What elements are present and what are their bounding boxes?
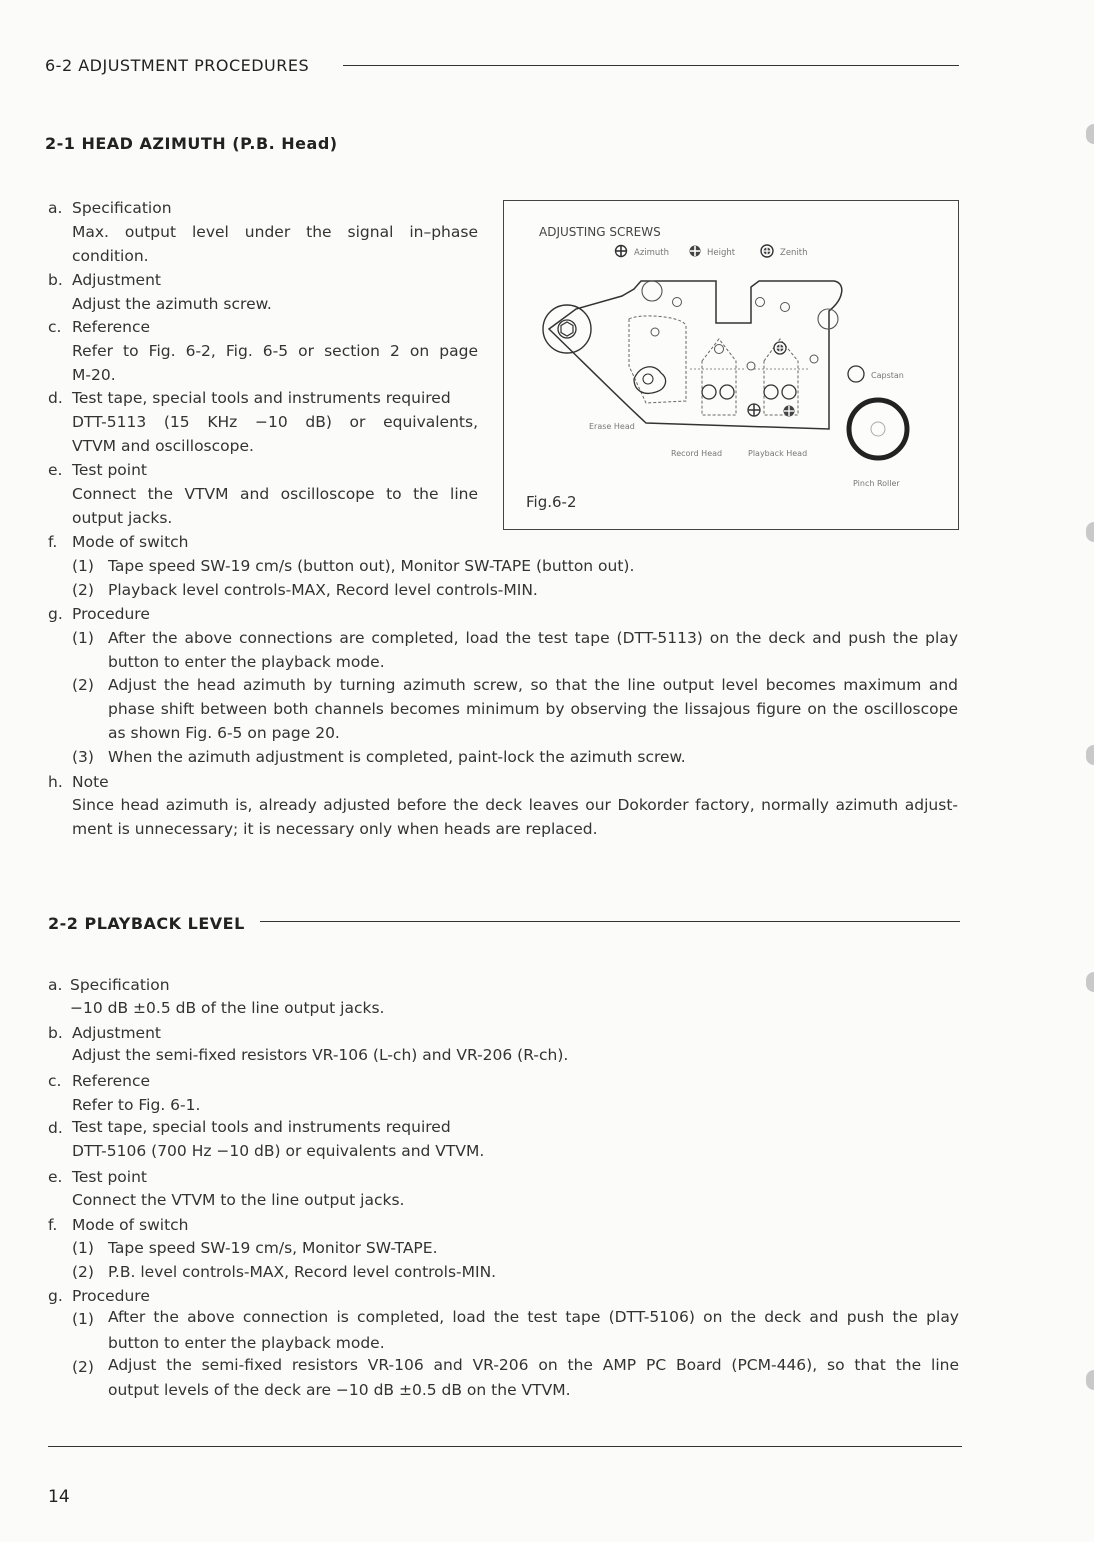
item-label: f. xyxy=(48,533,58,551)
step-text: as shown Fig. 6-5 on page 20. xyxy=(108,724,340,742)
section-heading: 6-2 ADJUSTMENT PROCEDURES xyxy=(45,56,310,75)
binding-mark xyxy=(1086,972,1094,992)
step-text: phase shift between both channels becomes minimum by observing the lissajous figure on the oscilloscope xyxy=(108,700,958,718)
page-number: 14 xyxy=(48,1487,70,1507)
item-label: g. xyxy=(48,605,63,623)
head-assembly-diagram xyxy=(504,201,958,529)
legend-height: Height xyxy=(707,248,736,258)
figure-caption: Fig.6-2 xyxy=(526,493,577,511)
label-erase-head: Erase Head xyxy=(589,422,635,431)
step-text: Tape speed SW-19 cm/s (button out), Monitor SW-TAPE (button out). xyxy=(108,557,635,575)
step-text: After the above connection is completed, load the test tape (DTT-5106) on the deck and push the play xyxy=(108,1308,959,1326)
item-title: Procedure xyxy=(72,1287,150,1305)
height-screw-icon xyxy=(690,246,701,257)
item-label: h. xyxy=(48,773,63,791)
item-label: a. xyxy=(48,199,63,217)
item-title: Test point xyxy=(72,461,147,479)
subsection-title-head-azimuth: 2-1 HEAD AZIMUTH (P.B. Head) xyxy=(45,134,338,153)
step-number: (1) xyxy=(72,557,94,575)
item-text: Connect the VTVM to the line output jacks. xyxy=(72,1191,405,1209)
item-title: Note xyxy=(72,773,109,791)
azimuth-adjusting-screw-icon xyxy=(748,404,760,416)
item-label: g. xyxy=(48,1287,63,1305)
item-label: e. xyxy=(48,1168,63,1186)
item-title: Test tape, special tools and instruments required xyxy=(72,389,451,407)
zenith-screw-icon xyxy=(761,245,773,257)
item-title: Adjustment xyxy=(72,271,161,289)
label-capstan: Capstan xyxy=(871,371,904,380)
height-adjusting-screw-icon xyxy=(784,406,795,417)
item-text: Adjust the semi-fixed resistors VR-106 (L-ch) and VR-206 (R-ch). xyxy=(72,1046,569,1064)
item-text: Connect the VTVM and oscilloscope to the line xyxy=(72,485,478,503)
item-label: c. xyxy=(48,1072,62,1090)
capstan xyxy=(848,366,864,382)
step-number: (3) xyxy=(72,748,94,766)
step-text: Playback level controls-MAX, Record level controls-MIN. xyxy=(108,581,538,599)
legend-zenith: Zenith xyxy=(780,248,808,258)
step-text: After the above connections are completed, load the test tape (DTT-5113) on the deck and push the play xyxy=(108,629,958,647)
label-record-head: Record Head xyxy=(671,449,723,458)
item-title: Reference xyxy=(72,1072,151,1090)
item-text: DTT-5113 (15 KHz −10 dB) or equivalents, xyxy=(72,413,478,431)
step-number: (1) xyxy=(72,629,94,647)
step-text: P.B. level controls-MAX, Record level controls-MIN. xyxy=(108,1263,497,1281)
item-text: Refer to Fig. 6-1. xyxy=(72,1096,201,1114)
binding-mark xyxy=(1086,124,1094,144)
item-label: d. xyxy=(48,389,63,407)
erase-head xyxy=(629,316,686,403)
item-text: VTVM and oscilloscope. xyxy=(72,437,254,455)
binding-mark xyxy=(1086,745,1094,765)
item-text: −10 dB ±0.5 dB of the line output jacks. xyxy=(70,999,385,1017)
item-label: e. xyxy=(48,461,63,479)
note-text: ment is unnecessary; it is necessary only when heads are replaced. xyxy=(72,820,598,838)
item-text: Refer to Fig. 6-2, Fig. 6-5 or section 2 on page xyxy=(72,342,478,360)
item-label: b. xyxy=(48,1024,63,1042)
subsection-title-playback-level: 2-2 PLAYBACK LEVEL xyxy=(48,914,245,933)
item-label: f. xyxy=(48,1216,58,1234)
record-head xyxy=(690,339,744,415)
label-playback-head: Playback Head xyxy=(748,449,808,458)
step-text: output levels of the deck are −10 dB ±0.5 dB on the VTVM. xyxy=(108,1381,571,1399)
pinch-roller xyxy=(849,400,907,458)
step-number: (2) xyxy=(72,1263,94,1281)
legend-azimuth: Azimuth xyxy=(634,248,670,258)
item-label: c. xyxy=(48,318,62,336)
item-text: Max. output level under the signal in–phase xyxy=(72,223,478,241)
zenith-adjusting-screw-icon xyxy=(774,342,786,354)
item-title: Adjustment xyxy=(72,1024,161,1042)
step-number: (2) xyxy=(72,676,94,694)
item-title: Test point xyxy=(72,1168,147,1186)
label-pinch-roller: Pinch Roller xyxy=(853,479,900,488)
item-title: Test tape, special tools and instruments required xyxy=(72,1118,451,1136)
step-number: (2) xyxy=(72,1358,94,1376)
step-text: Adjust the semi-fixed resistors VR-106 and VR-206 on the AMP PC Board (PCM-446), so that the line xyxy=(108,1356,959,1374)
step-text: When the azimuth adjustment is completed, paint-lock the azimuth screw. xyxy=(108,748,686,766)
step-number: (2) xyxy=(72,581,94,599)
step-text: Tape speed SW-19 cm/s, Monitor SW-TAPE. xyxy=(108,1239,438,1257)
item-text: condition. xyxy=(72,247,149,265)
note-text: Since head azimuth is, already adjusted before the deck leaves our Dokorder factory, normally azimuth adjust- xyxy=(72,796,958,814)
step-text: button to enter the playback mode. xyxy=(108,1334,385,1352)
item-title: Reference xyxy=(72,318,151,336)
step-text: Adjust the head azimuth by turning azimuth screw, so that the line output level becomes maximum and xyxy=(108,676,958,694)
figure-heading: ADJUSTING SCREWS xyxy=(539,225,661,239)
binding-mark xyxy=(1086,522,1094,542)
section-rule xyxy=(260,921,960,922)
item-title: Mode of switch xyxy=(72,1216,189,1234)
item-label: a. xyxy=(48,976,63,994)
item-text: M-20. xyxy=(72,366,116,384)
azimuth-screw-icon xyxy=(615,245,627,257)
item-title: Specification xyxy=(70,976,170,994)
step-number: (1) xyxy=(72,1239,94,1257)
item-text: output jacks. xyxy=(72,509,173,527)
step-number: (1) xyxy=(72,1310,94,1328)
item-title: Mode of switch xyxy=(72,533,189,551)
item-label: b. xyxy=(48,271,63,289)
binding-mark xyxy=(1086,1370,1094,1390)
figure-6-2 xyxy=(503,200,959,530)
footer-rule xyxy=(48,1446,962,1447)
item-text: Adjust the azimuth screw. xyxy=(72,295,272,313)
item-text: DTT-5106 (700 Hz −10 dB) or equivalents and VTVM. xyxy=(72,1142,485,1160)
item-title: Specification xyxy=(72,199,172,217)
step-text: button to enter the playback mode. xyxy=(108,653,385,671)
item-title: Procedure xyxy=(72,605,150,623)
header-rule xyxy=(343,65,959,66)
item-label: d. xyxy=(48,1119,63,1137)
